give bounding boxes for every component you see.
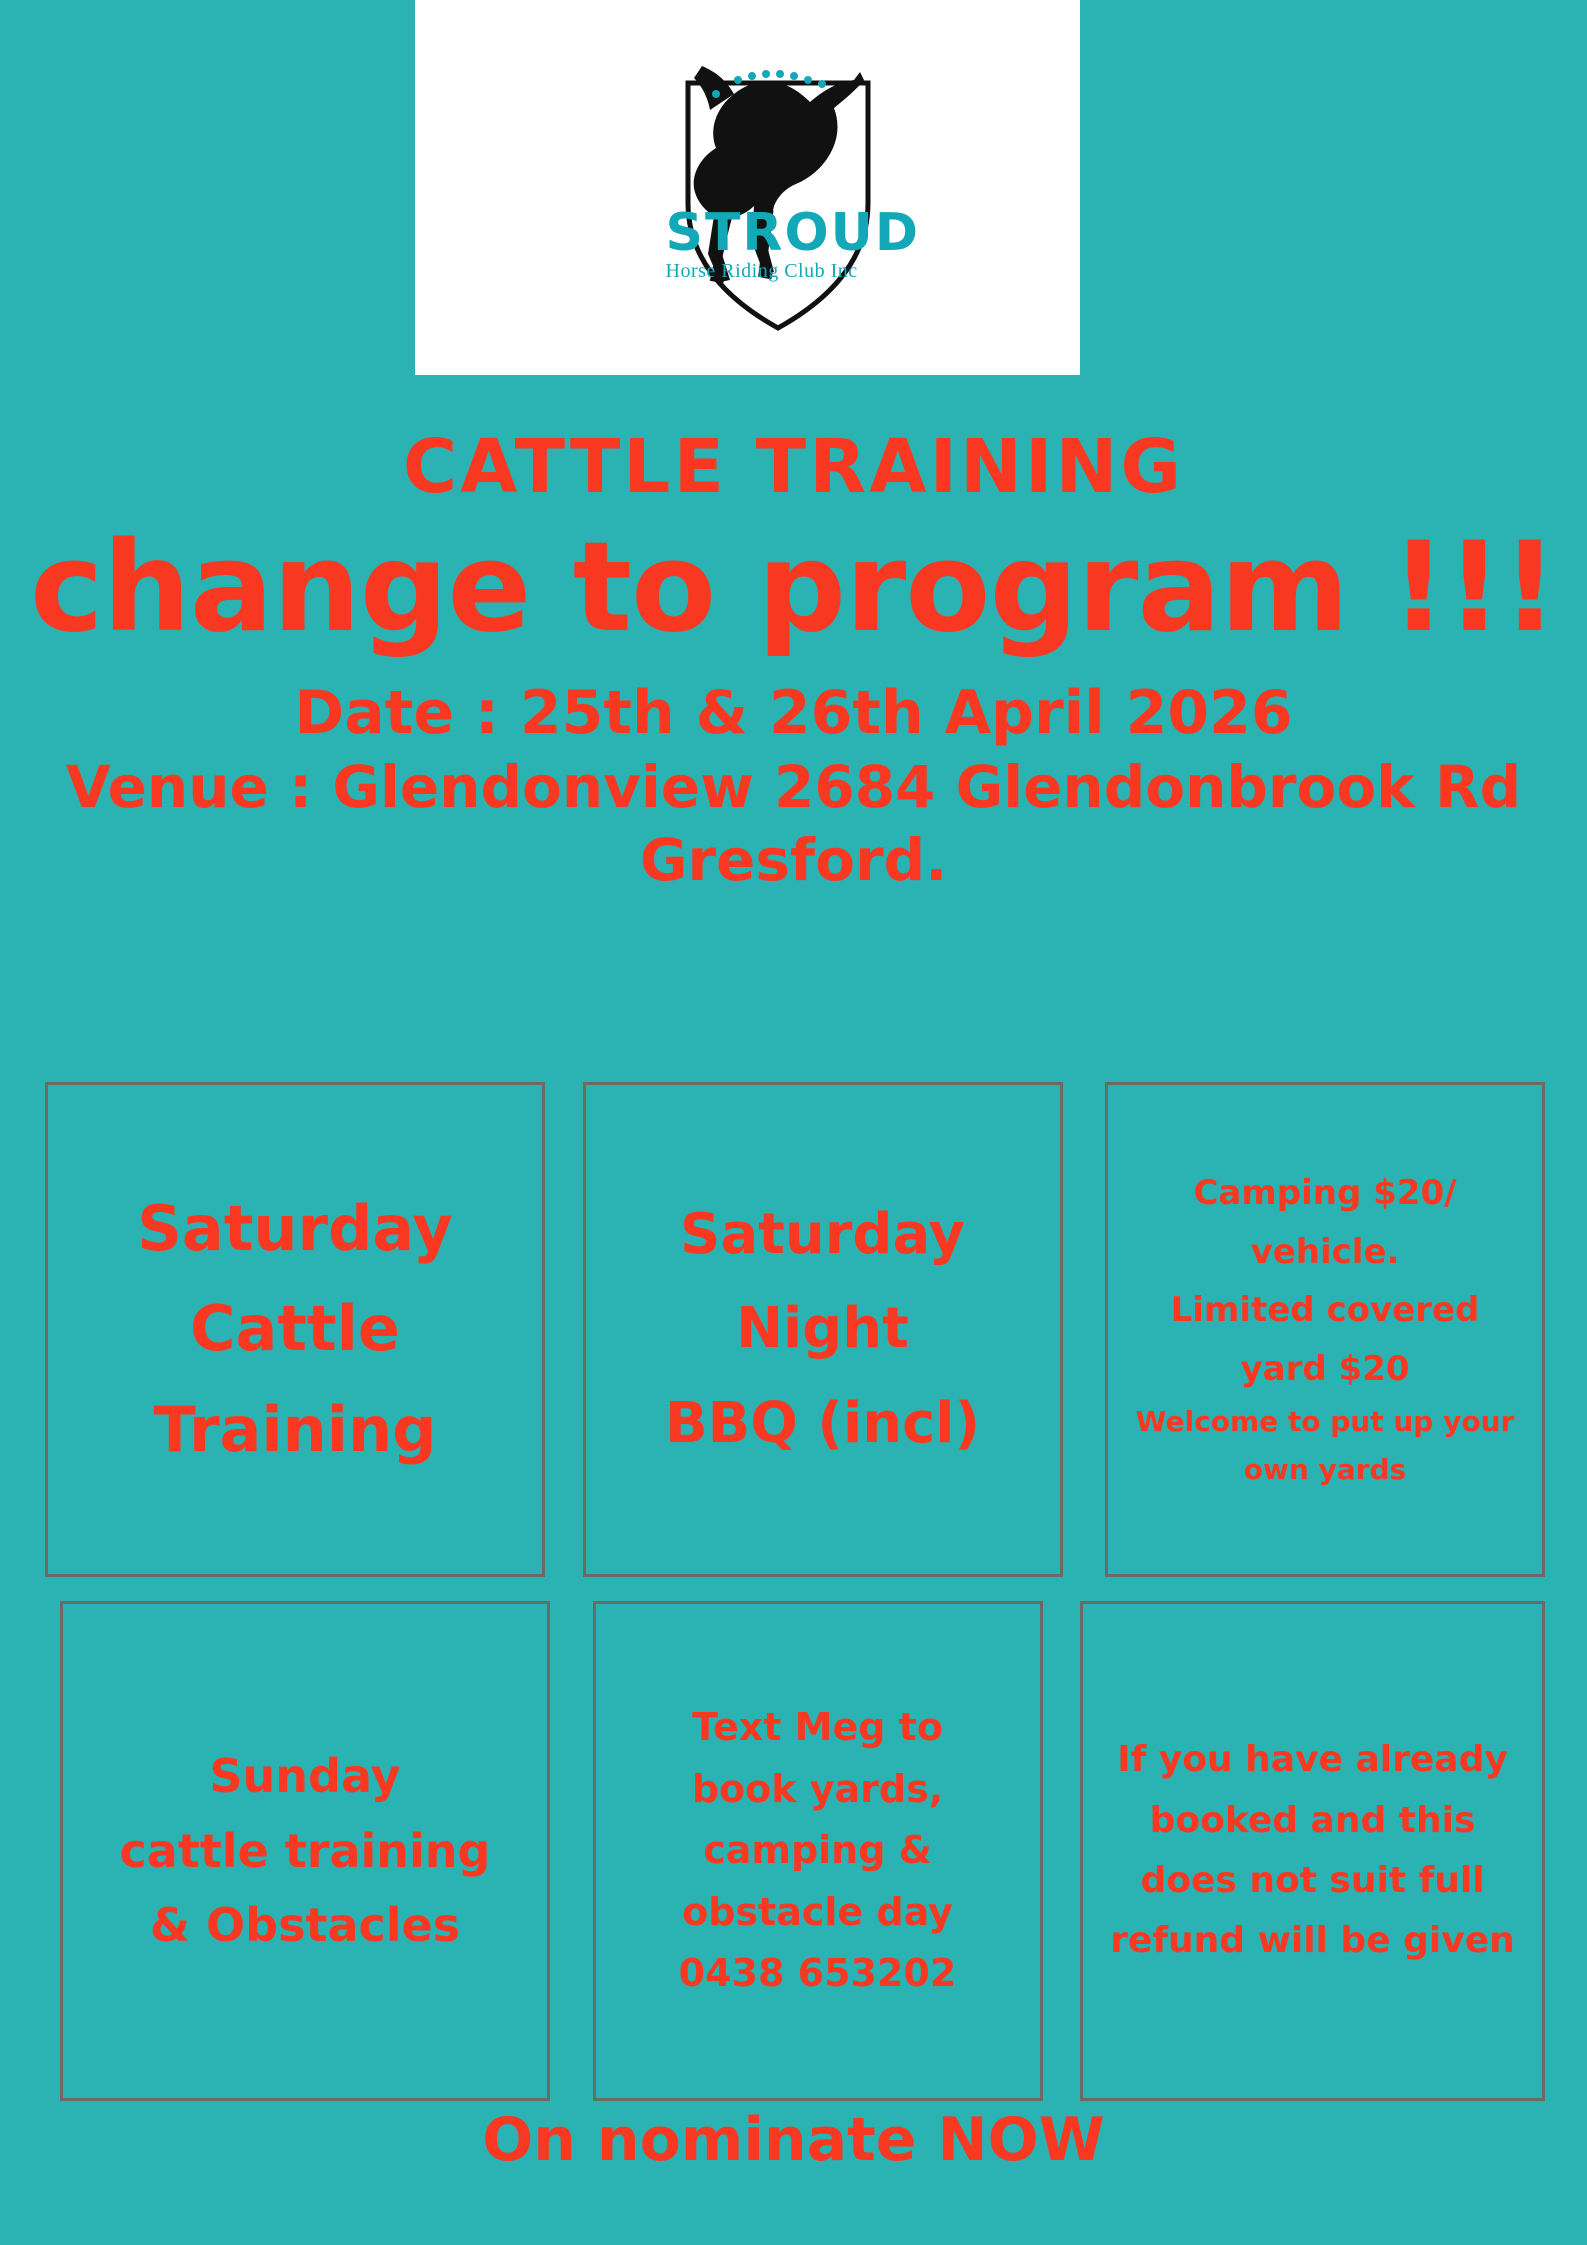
info-grid-row-1 <box>45 1082 1545 1577</box>
info-line: Saturday <box>137 1191 453 1265</box>
info-box-refund-notice <box>1080 1601 1545 2101</box>
info-line: booked and this <box>1149 1799 1476 1841</box>
info-line: refund will be given <box>1110 1920 1515 1962</box>
info-line: Camping $20/ <box>1193 1173 1457 1214</box>
info-line: BBQ (incl) <box>664 1390 981 1456</box>
horse-and-shield-icon <box>538 28 958 348</box>
info-line: obstacle day <box>682 1889 953 1934</box>
info-line: If you have already <box>1117 1739 1508 1781</box>
info-box-sunday-cattle-training-obstacles <box>60 1601 550 2101</box>
headline-block <box>0 424 1587 896</box>
info-line: Night <box>736 1296 909 1362</box>
info-line: cattle training <box>119 1823 491 1878</box>
info-line: Cattle <box>190 1292 400 1366</box>
info-box-saturday-cattle-training <box>45 1082 545 1577</box>
event-date: Date : 25th & 26th April 2026 <box>294 678 1293 748</box>
info-line: Training <box>153 1392 437 1466</box>
event-venue: Venue : Glendonview 2684 Glendonbrook Rd Gresford. <box>65 753 1522 894</box>
info-box-booking-contact <box>593 1601 1043 2101</box>
info-line: camping & <box>703 1828 932 1873</box>
info-line: Welcome to put up your <box>1135 1405 1515 1439</box>
info-line: does not suit full <box>1140 1860 1485 1901</box>
logo-subtitle: Horse Riding Club Inc <box>665 259 858 282</box>
club-logo <box>538 28 958 348</box>
info-grid-row-2 <box>45 1601 1545 2101</box>
info-line: book yards, <box>691 1766 944 1811</box>
info-box-saturday-night-bbq <box>583 1082 1063 1577</box>
info-line: Text Meg to <box>692 1705 943 1750</box>
info-line: Saturday <box>679 1202 966 1268</box>
contact-phone-number: 0438 653202 <box>678 1951 957 1996</box>
call-to-action: On nominate NOW <box>482 2105 1105 2175</box>
club-logo-panel <box>415 0 1080 375</box>
info-grid <box>45 1082 1545 2101</box>
logo-wordmark: STROUD <box>665 202 921 263</box>
info-line: own yards <box>1243 1453 1407 1487</box>
event-kicker: CATTLE TRAINING <box>402 424 1185 510</box>
info-line: Limited covered <box>1170 1290 1480 1331</box>
info-line: & Obstacles <box>149 1898 461 1953</box>
info-line: yard $20 <box>1240 1348 1410 1389</box>
page-title: change to program !!! <box>29 516 1558 660</box>
info-box-camping-and-yards <box>1105 1082 1545 1577</box>
info-line: Sunday <box>209 1749 401 1804</box>
info-line: vehicle. <box>1250 1231 1400 1272</box>
